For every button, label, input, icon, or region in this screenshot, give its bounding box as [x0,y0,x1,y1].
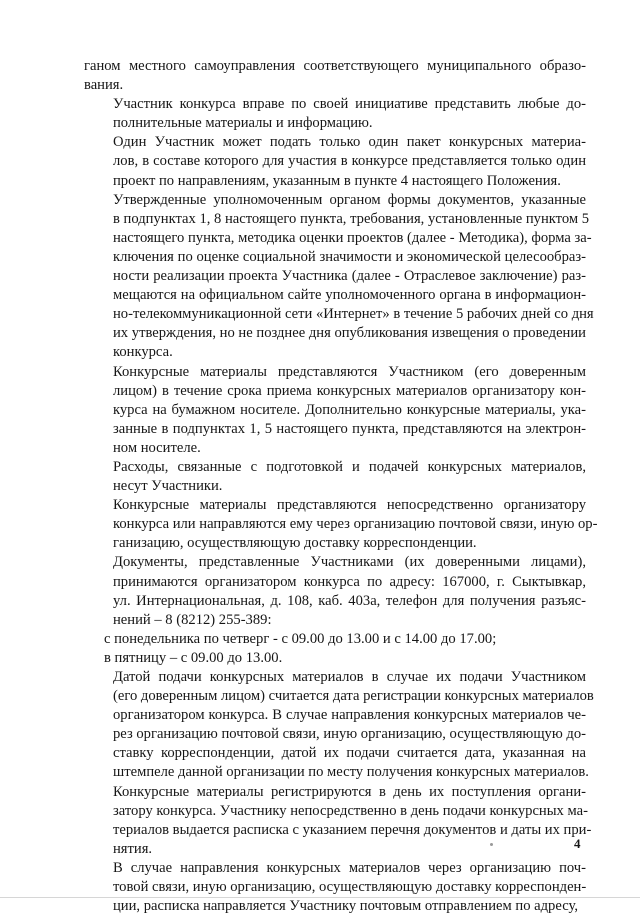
text-line: проект по направлениям, указанным в пункте 4 настоящего Положения. [113,172,561,189]
text-line: конкурса или направляются ему через организацию почтовой связи, иную ор- [113,516,598,533]
paragraph [84,553,586,629]
text-line: ул. Интернациональная, д. 108, каб. 403а, телефон для получения разъяс- [113,592,586,609]
paragraph [84,496,598,553]
text-line: Конкурсные материалы представляются непосредственно организатору [113,497,586,514]
text-line: лов, в составе которого для участия в конкурсе представляется только один [113,153,586,170]
text-line: в пятницу – с 09.00 до 13.00. [104,649,283,666]
text-line: Один Участник может подать только один пакет конкурсных материа- [113,134,586,151]
text-line: курса на бумажном носителе. Дополнительно конкурсные материалы, ука- [113,401,586,418]
paragraph [84,859,586,916]
text-line: ставку корреспонденции, датой их подачи считается дата, указанная на [113,745,586,762]
text-line: ном носителе. [113,439,201,456]
text-line: занные в подпунктах 1, 5 настоящего пункта, представляются на электрон- [113,420,586,437]
text-line: конкурса. [113,344,173,361]
text-line: нений – 8 (8212) 255-389: [113,611,272,628]
text-line: Конкурсные материалы представляются Участником (его доверенным [113,363,586,380]
text-line: Расходы, связанные с подготовкой и подачей конкурсных материалов, [113,458,586,475]
paragraph [84,57,586,95]
text-line: мещаются на официальном сайте уполномоченного органа в информацион- [113,287,586,304]
text-line: (его доверенным лицом) считается дата регистрации конкурсных материалов [113,688,594,705]
page-number: 4 [574,836,581,851]
text-line: с понедельника по четверг - с 09.00 до 13.00 и с 14.00 до 17.00; [104,630,497,647]
text-line: Утвержденные уполномоченным органом формы документов, указанные [113,191,586,208]
text-line: ции, расписка направляется Участнику почтовым отправлением по адресу, [113,898,578,915]
text-line: вания. [84,77,124,94]
text-line: затору конкурса. Участнику непосредственно в день подачи конкурсных ма- [113,802,588,819]
text-line: штемпеле данной организации по месту получения конкурсных материалов. [113,764,589,781]
paragraph [84,630,586,649]
paragraph [84,95,586,133]
paragraph [84,458,586,496]
text-line: полнительные материалы и информацию. [113,115,373,132]
paragraph [84,668,594,783]
text-line: Документы, представленные Участниками (их доверенными лицами), [113,554,586,571]
paragraph [84,649,586,668]
text-line: ганизацию, осуществляющую доставку корреспонденции. [113,535,477,552]
text-line: Датой подачи конкурсных материалов в случае их подачи Участником [113,669,586,685]
paragraph [84,191,594,363]
text-line: ности реализации проекта Участника (далее - Отраслевое заключение) раз- [113,268,586,285]
text-line: териалов выдается расписка с указанием перечня документов и даты их при- [113,821,592,838]
text-line: нятия. [113,840,153,857]
page-bottom-edge [0,897,640,898]
text-line: организатором конкурса. В случае направления конкурсных материалов че- [113,707,586,724]
text-line: Участник конкурса вправе по своей инициативе представить любые до- [113,96,586,113]
paragraph [84,363,586,458]
text-line: несут Участники. [113,478,223,495]
text-line: рез организацию почтовой связи, иную организацию, осуществляющую до- [113,726,586,743]
text-line: ганом местного самоуправления соответствующего муниципального образо- [84,58,586,74]
text-line: ключения по оценке социальной значимости и экономической целесообраз- [113,248,586,265]
text-line: лицом) в течение срока приема конкурсных материалов организатору кон- [113,382,586,399]
paragraph [84,133,586,190]
paragraph [84,783,592,859]
text-line: но-телекоммуникационной сети «Интернет» в течение 5 рабочих дней со дня [113,306,594,323]
text-line: настоящего пункта, методика оценки проектов (далее - Методика), форма за- [113,229,592,246]
scan-speck [490,843,493,846]
text-line: В случае направления конкурсных материалов через организацию поч- [113,859,586,876]
text-line: товой связи, иную организацию, осуществляющую доставку корреспонден- [113,879,587,896]
text-line: принимаются организатором конкурса по адресу: 167000, г. Сыктывкар, [113,573,586,590]
document-body [84,57,598,916]
text-line: в подпунктах 1, 8 настоящего пункта, требования, установленные пунктом 5 [113,210,590,227]
text-line: Конкурсные материалы регистрируются в день их поступления органи- [113,783,586,800]
text-line: их утверждения, но не позднее дня опубликования извещения о проведении [113,325,586,342]
